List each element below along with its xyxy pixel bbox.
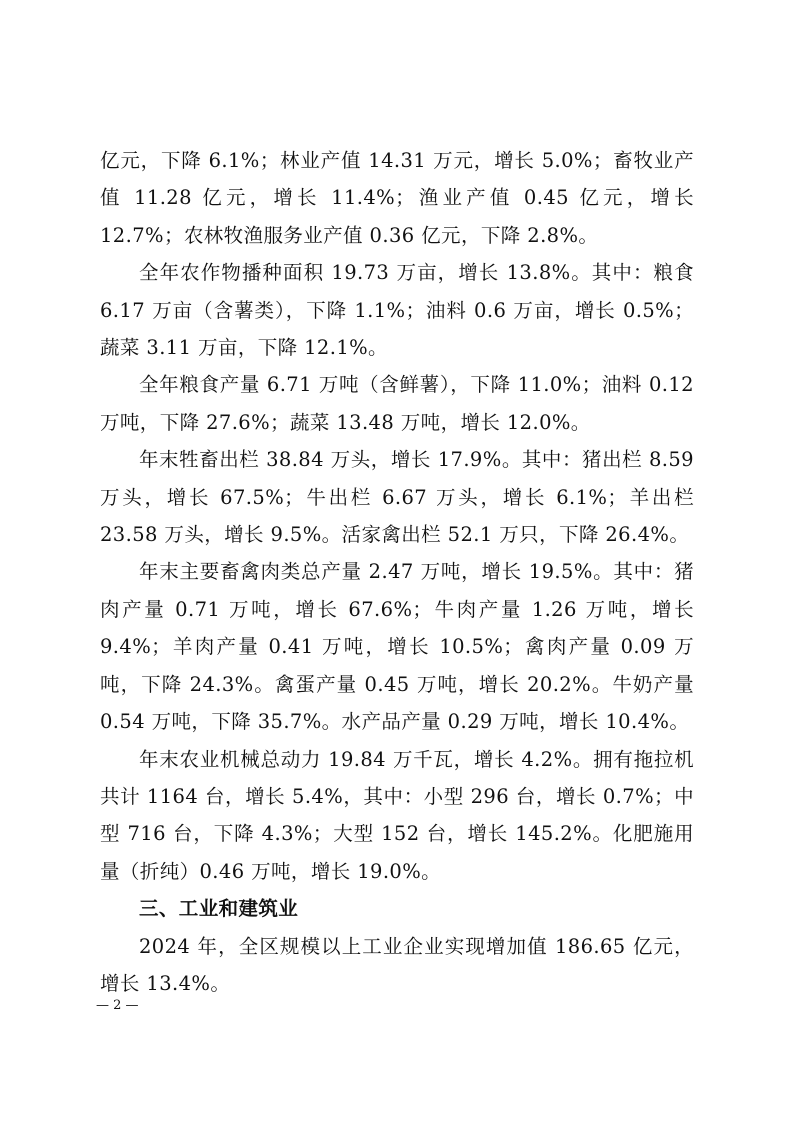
paragraph-industry: 2024 年，全区规模以上工业企业实现增加值 186.65 亿元，增长 13.4%。 (100, 934, 694, 995)
section-heading-industry: 三、工业和建筑业 (139, 897, 299, 921)
paragraph-sown-area: 全年农作物播种面积 19.73 万亩，增长 13.8%。其中：粮食 6.17 万亩（含薯类），下降 1.1%；油料 0.6 万亩，增长 0.5%；蔬菜 3.11 万亩，下降 12.1%。 (100, 261, 694, 360)
paragraph-agriculture-output: 亿元，下降 6.1%；林业产值 14.31 万元，增长 5.0%；畜牧业产值 11.28 亿元，增长 11.4%；渔业产值 0.45 亿元，增长 12.7%；农林牧渔服务业产值 0.36 亿元，下降 2.8%。 (100, 149, 694, 247)
paragraph-machinery: 年末农业机械总动力 19.84 万千瓦，增长 4.2%。拥有拖拉机共计 1164 台，增长 5.4%，其中：小型 296 台，增长 0.7%；中型 716 台，下降 4.3%；大型 152 台，增长 145.2%。化肥施用量（折纯）0.46 万吨，增长 19.0%。 (100, 747, 694, 883)
document-body (100, 142, 694, 1002)
paragraph-meat-output: 年末主要畜禽肉类总产量 2.47 万吨，增长 19.5%。其中：猪肉产量 0.71 万吨，增长 67.6%；牛肉产量 1.26 万吨，增长 9.4%；羊肉产量 0.41 万吨，增长 10.5%；禽肉产量 0.09 万吨，下降 24.3%。禽蛋产量 0.45 万吨，增长 20.2%。牛奶产量 0.54 万吨，下降 35.7%。水产品产量 0.29 万吨，增长 10.4%。 (100, 560, 694, 734)
page-number: — 2 — (96, 998, 139, 1013)
paragraph-livestock: 年末牲畜出栏 38.84 万头，增长 17.9%。其中：猪出栏 8.59 万头，增长 67.5%；牛出栏 6.67 万头，增长 6.1%；羊出栏 23.58 万头，增长 9.5%。活家禽出栏 52.1 万只，下降 26.4%。 (100, 448, 694, 547)
paragraph-grain-output: 全年粮食产量 6.71 万吨（含鲜薯），下降 11.0%；油料 0.12 万吨，下降 27.6%；蔬菜 13.48 万吨，增长 12.0%。 (100, 373, 694, 434)
